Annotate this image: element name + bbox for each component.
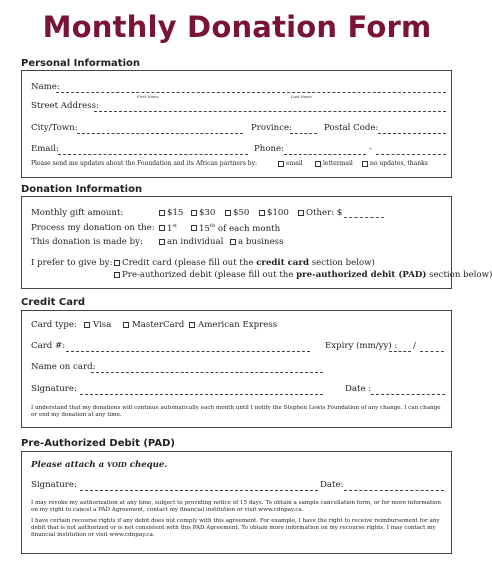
- amount-30-label: $30: [199, 208, 216, 218]
- amount-100-label: $100: [267, 208, 289, 218]
- credit-card-note: I understand that my donations will continue automatically each month until I notify the Stephen Lewis Foundation of any change. I can change or end my donation at any time.: [31, 405, 441, 419]
- business-checkbox[interactable]: [230, 239, 236, 245]
- phone-field[interactable]: [284, 154, 366, 155]
- visa-checkbox[interactable]: [84, 322, 90, 328]
- day-1-checkbox[interactable]: [159, 225, 165, 231]
- pad-signature-field[interactable]: [80, 490, 318, 491]
- phone-separator: -: [369, 144, 372, 154]
- mastercard-checkbox[interactable]: [123, 322, 129, 328]
- individual-label: an individual: [167, 237, 224, 247]
- personal-heading: Personal Information: [21, 58, 140, 69]
- amount-other-label: Other: $: [306, 208, 343, 218]
- visa-label: Visa: [93, 320, 112, 330]
- amount-100-checkbox[interactable]: [259, 210, 265, 216]
- card-date-field[interactable]: [371, 394, 445, 395]
- day-15-checkbox[interactable]: [191, 225, 197, 231]
- name-label: Name:: [31, 82, 60, 92]
- pad-option-label: Pre-authorized debit (please fill out the pre-authorized debit (PAD) section below): [122, 270, 492, 280]
- name-on-card-label: Name on card:: [31, 362, 96, 372]
- card-number-label: Card #:: [31, 341, 66, 351]
- pad-checkbox[interactable]: [114, 272, 120, 278]
- business-label: a business: [238, 237, 284, 247]
- amount-50-label: $50: [233, 208, 250, 218]
- amount-other-checkbox[interactable]: [298, 210, 304, 216]
- expiry-year-field[interactable]: [420, 351, 444, 352]
- postal-label: Postal Code:: [324, 123, 379, 133]
- email-updates-label: email: [286, 160, 303, 167]
- amex-label: American Express: [198, 320, 278, 330]
- credit-card-checkbox[interactable]: [114, 260, 120, 266]
- city-field[interactable]: [77, 133, 243, 134]
- province-field[interactable]: [290, 133, 317, 134]
- day-15-label: 15th of each month: [199, 223, 281, 234]
- amount-50-checkbox[interactable]: [225, 210, 231, 216]
- expiry-label: Expiry (mm/yy) :: [325, 341, 398, 351]
- name-on-card-field[interactable]: [91, 372, 323, 373]
- email-updates-checkbox[interactable]: [278, 161, 284, 167]
- form-title: Monthly Donation Form: [42, 10, 432, 44]
- pad-signature-label: Signature:: [31, 480, 77, 490]
- card-type-label: Card type:: [31, 320, 77, 330]
- first-name-hint: First Name: [137, 94, 159, 99]
- updates-text: Please send me updates about the Foundation and its African partners by:: [31, 160, 258, 167]
- individual-checkbox[interactable]: [159, 239, 165, 245]
- amount-15-label: $15: [167, 208, 184, 218]
- personal-section: [21, 70, 452, 178]
- gift-amount-label: Monthly gift amount:: [31, 208, 124, 218]
- postal-field[interactable]: [378, 133, 446, 134]
- phone-label: Phone:: [254, 144, 285, 154]
- made-by-label: This donation is made by:: [31, 237, 143, 247]
- mastercard-label: MasterCard: [132, 320, 185, 330]
- no-updates-label: no updates, thanks: [370, 160, 428, 167]
- city-label: City/Town:: [31, 123, 78, 133]
- card-signature-label: Signature:: [31, 384, 77, 394]
- donation-section: [21, 196, 492, 289]
- card-date-label: Date :: [345, 384, 372, 394]
- pad-heading: Pre-Authorized Debit (PAD): [21, 438, 175, 449]
- card-signature-field[interactable]: [80, 394, 323, 395]
- expiry-separator: /: [413, 341, 416, 351]
- pad-section: [21, 451, 452, 554]
- no-updates-checkbox[interactable]: [362, 161, 368, 167]
- amount-other-field[interactable]: [344, 217, 384, 218]
- email-label: Email:: [31, 144, 59, 154]
- phone-number-field[interactable]: [376, 154, 446, 155]
- attach-void-cheque: Please attach a VOID cheque.: [31, 460, 168, 470]
- amount-15-checkbox[interactable]: [159, 210, 165, 216]
- pad-date-field[interactable]: [344, 490, 444, 491]
- pad-date-label: Date:: [320, 480, 344, 490]
- pad-recourse-paragraph: I have certain recourse rights if any debit does not comply with this agreement. For example, I have the right to receive reimbursement for any debit that is not authorized or is not consistent with this PAD Agreement. To obtain more information on my recourse rights, I may contact my financial institution or visit www.cdnpay.ca.: [31, 518, 440, 539]
- amex-checkbox[interactable]: [189, 322, 195, 328]
- card-number-field[interactable]: [66, 351, 310, 352]
- last-name-hint: Last Name: [291, 94, 312, 99]
- province-label: Province:: [251, 123, 292, 133]
- pad-revoke-paragraph: I may revoke my authorization at any time, subject to providing notice of 15 days. To obtain a sample cancellation form, or for more information on my right to cancel a PAD Agreement, contact my financial institution or visit www.cdnpay.ca.: [31, 500, 442, 514]
- credit-card-heading: Credit Card: [21, 297, 86, 308]
- street-label: Street Address:: [31, 101, 99, 111]
- prefer-label: I prefer to give by:: [31, 258, 113, 268]
- process-label: Process my donation on the:: [31, 223, 155, 233]
- day-1-label: 1st: [167, 223, 178, 234]
- email-field[interactable]: [58, 154, 248, 155]
- lettermail-checkbox[interactable]: [315, 161, 321, 167]
- credit-card-option-label: Credit card (please fill out the credit card section below): [122, 258, 375, 268]
- lettermail-label: lettermail: [323, 160, 353, 167]
- credit-card-section: [21, 310, 452, 428]
- donation-heading: Donation Information: [21, 184, 143, 195]
- name-field[interactable]: [56, 92, 446, 93]
- amount-30-checkbox[interactable]: [191, 210, 197, 216]
- expiry-month-field[interactable]: [389, 351, 411, 352]
- street-field[interactable]: [94, 111, 446, 112]
